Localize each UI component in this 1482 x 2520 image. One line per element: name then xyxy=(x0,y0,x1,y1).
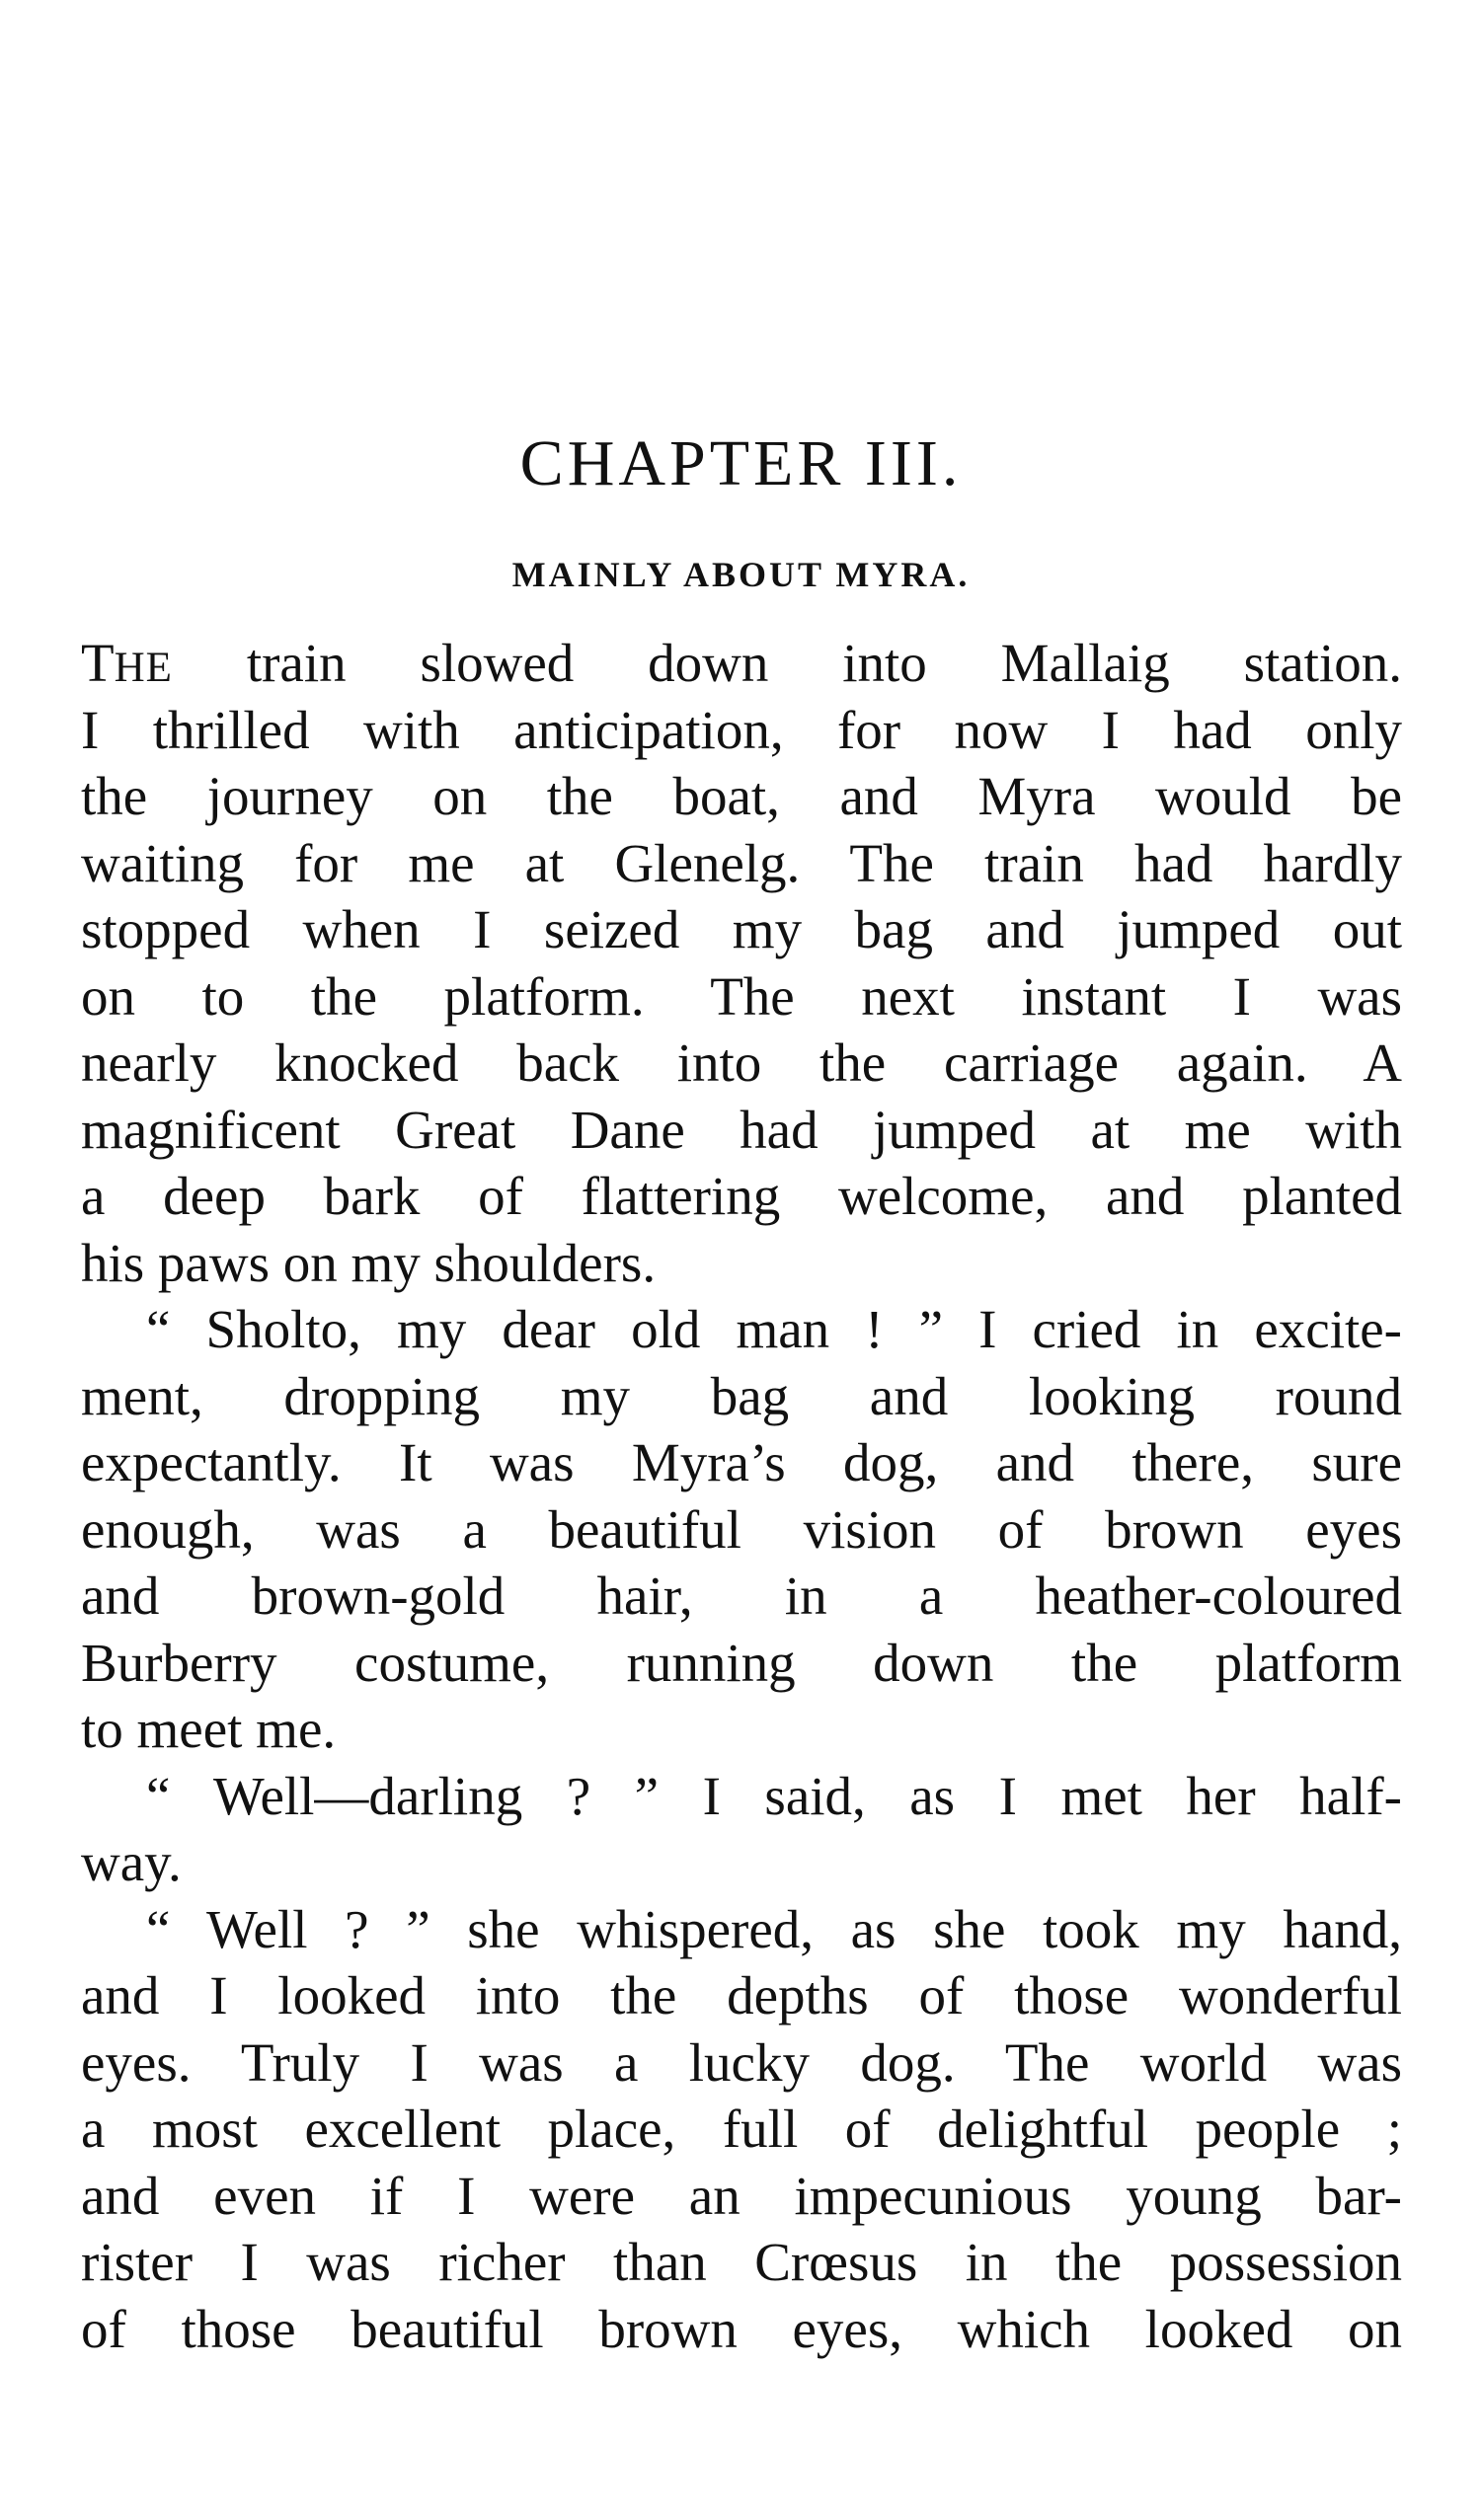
chapter-title: CHAPTER III. xyxy=(519,427,963,499)
text-line: eyes. Truly I was a lucky dog. The world was xyxy=(81,2031,1402,2093)
text-line: rister I was richer than Crœsus in the possession xyxy=(81,2232,1402,2292)
text-line: Burberry costume, running down the platform xyxy=(81,1632,1402,1693)
text-line: “ Sholto, my dear old man ! ” I cried in excite- xyxy=(146,1299,1402,1359)
text-line: waiting for me at Glenelg. The train had hardly xyxy=(81,832,1402,893)
text-line-rest: train slowed down into Mallaig station. xyxy=(246,633,1402,693)
text-line: ment, dropping my bag and looking round xyxy=(81,1365,1402,1426)
text-line: and I looked into the depths of those wonderful xyxy=(81,1965,1402,2025)
text-line xyxy=(81,630,1402,697)
text-line: and even if I were an impecunious young bar- xyxy=(81,2165,1402,2226)
body-text xyxy=(81,630,1402,2362)
text-line: enough, was a beautiful vision of brown eyes xyxy=(81,1498,1402,1560)
text-line: a deep bark of flattering welcome, and planted xyxy=(81,1166,1402,1226)
text-line: way. xyxy=(81,1832,182,1892)
text-line: and brown-gold hair, in a heather-coloured xyxy=(81,1565,1402,1626)
chapter-subtitle: MAINLY ABOUT MYRA. xyxy=(511,555,971,594)
text-line: magnificent Great Dane had jumped at me with xyxy=(81,1099,1402,1160)
text-line: to meet me. xyxy=(81,1699,337,1759)
lead-small-caps: HE xyxy=(114,645,173,691)
text-line: “ Well ? ” she whispered, as she took my hand, xyxy=(146,1898,1402,1959)
text-line: expectantly. It was Myra’s dog, and there, sure xyxy=(81,1432,1402,1492)
text-line: on to the platform. The next instant I was xyxy=(81,965,1402,1027)
text-line: “ Well—darling ? ” I said, as I met her half- xyxy=(146,1765,1402,1826)
text-line: of those beautiful brown eyes, which looked on xyxy=(81,2298,1402,2359)
text-line: nearly knocked back into the carriage again. A xyxy=(81,1032,1402,1093)
text-line: the journey on the boat, and Myra would be xyxy=(81,766,1402,826)
text-line: I thrilled with anticipation, for now I had only xyxy=(81,699,1402,760)
text-line: his paws on my shoulders. xyxy=(81,1232,657,1293)
lead-capital: T xyxy=(81,633,115,693)
text-line: stopped when I seized my bag and jumped out xyxy=(81,899,1402,959)
text-line: a most excellent place, full of delightful people ; xyxy=(81,2099,1402,2159)
